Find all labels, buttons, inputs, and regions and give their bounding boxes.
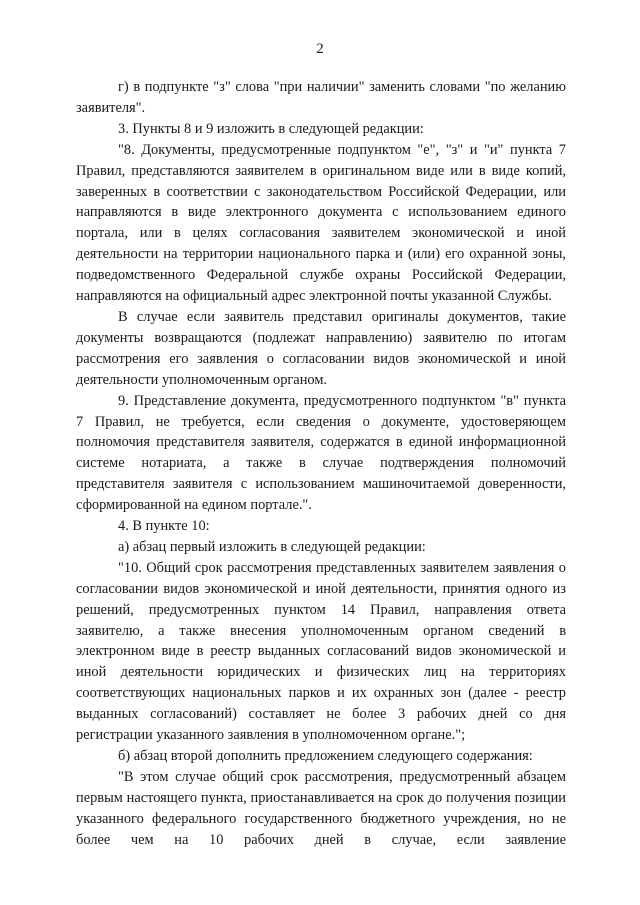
page-number: 2 [316,41,324,57]
document-body [76,77,566,851]
paragraph-item-10: "10. Общий срок рассмотрения представленных заявителем заявления о согласовании видов экономической и иной деятельности, принятия одного из решений, предусмотренных пунктом 14 Правил, направления ответа заявителю, а также внесения уполномоченным органом сведений в электронном виде в реестр выданных согласований видов экономической и иной деятельности юридических и физических лиц на территориях соответствующих национальных парков и их охранных зон (далее - реестр выданных согласований) составляет не более 3 рабочих дней со дня регистрации указанного заявления в уполномоченном органе."; [76,559,566,744]
paragraph-item-3: 3. Пункты 8 и 9 изложить в следующей редакции: [118,120,424,137]
paragraph-item-4: 4. В пункте 10: [118,518,210,535]
paragraph-item-8: "8. Документы, предусмотренные подпунктом "е", "з" и "и" пункта 7 Правил, представляются заявителем в оригинальном виде или в виде копий, заверенных в соответствии с законодательством Российской Федерации, или направляются в виде электронного документа с использованием единого портала, или в целях согласования заявителем экономической и иной деятельности на территории национального парка и (или) его охранной зоны, подведомственного Федеральной службе охраны Российской Федерации, направляются на официальный адрес электронной почты указанной Службы. [76,141,566,305]
paragraph-subitem-b: б) абзац второй дополнить предложением следующего содержания: [118,748,533,764]
paragraph-item-9: 9. Представление документа, предусмотренного подпунктом "в" пункта 7 Правил, не требуется, если сведения о документе, удостоверяющем полномочия представителя заявителя, содержатся в единой информационной системе нотариата, а также в случае подтверждения полномочий представителя заявителя с использованием машиночитаемой доверенности, сформированной на едином портале.". [76,392,566,514]
paragraph-subitem-a: а) абзац первый изложить в следующей редакции: [118,538,426,555]
paragraph-1g: г) в подпункте "з" слова "при наличии" заменить словами "по желанию заявителя". [76,79,566,116]
paragraph-originals-returned: В случае если заявитель представил оригиналы документов, такие документы возвращаются (подлежат направлению) заявителю по итогам рассмотрения его заявления о согласовании видов экономической и иной деятельности уполномоченным органом. [76,308,566,388]
paragraph-suspension-term: "В этом случае общий срок рассмотрения, предусмотренный абзацем первым настоящего пункта, приостанавливается на срок до получения позиции указанного федерального государственного бюджетного учреждения, но не более чем на 10 рабочих дней в случае, если заявление [76,768,566,848]
